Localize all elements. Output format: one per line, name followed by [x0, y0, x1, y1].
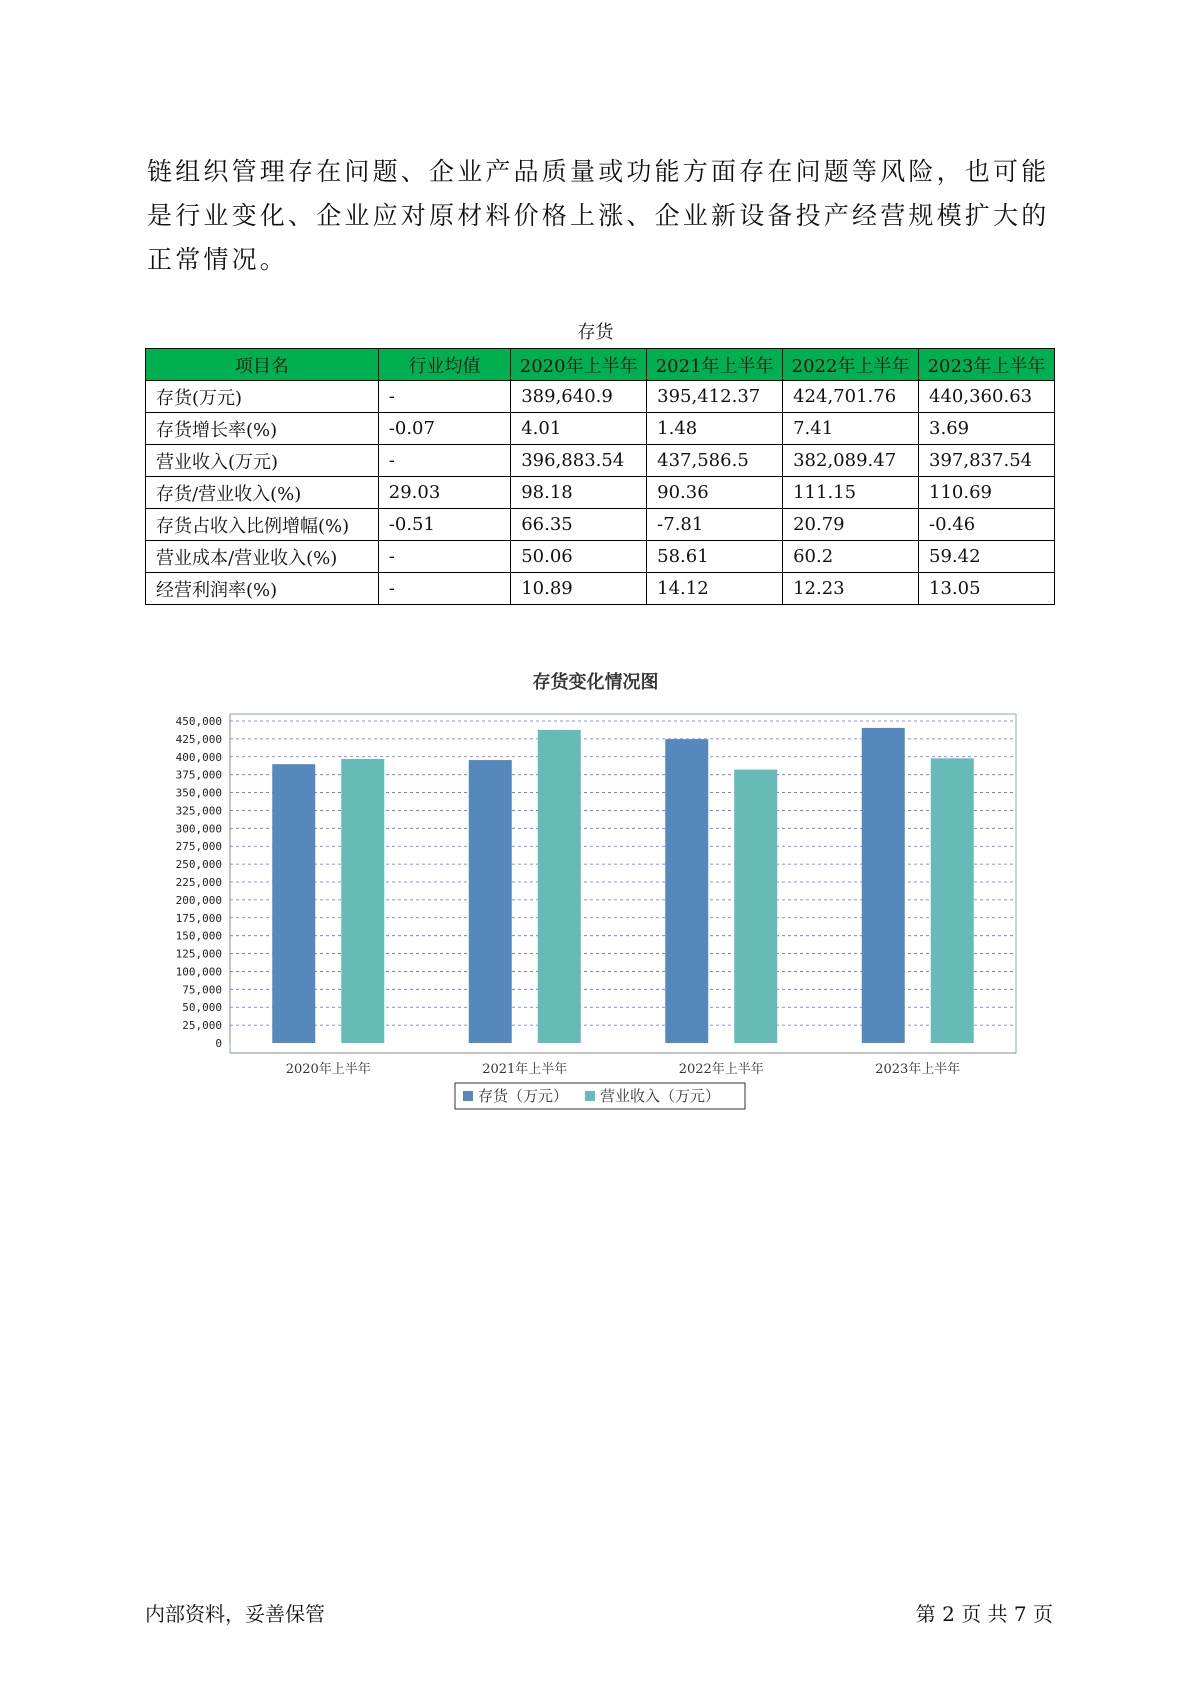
table-cell: 110.69	[919, 477, 1055, 509]
table-cell: -	[378, 445, 510, 477]
table-cell: 437,586.5	[647, 445, 783, 477]
table-cell: 1.48	[647, 413, 783, 445]
bar-revenue	[931, 758, 974, 1043]
x-tick-label: 2020年上半年	[285, 1062, 371, 1077]
paragraph-line: 是行业变化、企业应对原材料价格上涨、企业新设备投产经营规模扩大的	[147, 201, 1050, 230]
table-cell: 66.35	[511, 509, 647, 541]
table-cell: -0.46	[919, 509, 1055, 541]
header-cell: 2022年上半年	[783, 349, 919, 381]
header-cell: 2021年上半年	[647, 349, 783, 381]
y-tick-label: 325,000	[175, 804, 222, 818]
bar-inventory	[469, 760, 512, 1043]
table-cell: 存货/营业收入(%)	[146, 477, 379, 509]
table-cell: -7.81	[647, 509, 783, 541]
bar-inventory	[272, 764, 315, 1043]
y-tick-label: 375,000	[175, 768, 222, 782]
header-cell: 行业均值	[378, 349, 510, 381]
table-cell: 98.18	[511, 477, 647, 509]
table-cell: 14.12	[647, 573, 783, 605]
y-tick-label: 175,000	[175, 911, 222, 925]
bar-revenue	[538, 730, 581, 1043]
bar-inventory	[665, 739, 708, 1043]
y-tick-label: 125,000	[175, 947, 222, 961]
table-cell: 395,412.37	[647, 381, 783, 413]
header-cell: 项目名	[146, 349, 379, 381]
table-cell: 营业成本/营业收入(%)	[146, 541, 379, 573]
y-tick-label: 275,000	[175, 840, 222, 854]
chart-title: 存货变化情况图	[532, 672, 659, 693]
table-cell: 58.61	[647, 541, 783, 573]
table-cell: -	[378, 573, 510, 605]
y-tick-label: 75,000	[182, 983, 222, 997]
table-cell: 59.42	[919, 541, 1055, 573]
footer-note: 内部资料，妥善保管	[145, 1602, 325, 1626]
table-title: 存货	[577, 322, 614, 343]
table-cell: 397,837.54	[919, 445, 1055, 477]
table-cell: 382,089.47	[783, 445, 919, 477]
legend-swatch	[463, 1091, 473, 1101]
table-cell: 111.15	[783, 477, 919, 509]
table-cell: 50.06	[511, 541, 647, 573]
page-number: 第 2 页 共 7 页	[915, 1602, 1053, 1626]
x-tick-label: 2021年上半年	[482, 1062, 568, 1077]
table-cell: 10.89	[511, 573, 647, 605]
header-cell: 2023年上半年	[919, 349, 1055, 381]
table-cell: 424,701.76	[783, 381, 919, 413]
paragraph-line: 链组织管理存在问题、企业产品质量或功能方面存在问题等风险，也可能	[147, 157, 1050, 186]
table-cell: 440,360.63	[919, 381, 1055, 413]
y-tick-label: 250,000	[175, 858, 222, 872]
table-cell: 20.79	[783, 509, 919, 541]
table-cell: 396,883.54	[511, 445, 647, 477]
legend-label: 存货（万元）	[478, 1087, 569, 1105]
table-cell: 13.05	[919, 573, 1055, 605]
table-cell: 存货增长率(%)	[146, 413, 379, 445]
header-cell: 2020年上半年	[511, 349, 647, 381]
y-tick-label: 450,000	[175, 715, 222, 728]
bar-revenue	[341, 759, 384, 1043]
y-tick-label: 200,000	[175, 893, 222, 907]
table-cell: 12.23	[783, 573, 919, 605]
y-tick-label: 25,000	[182, 1019, 222, 1033]
paragraph-line: 正常情况。	[147, 245, 289, 274]
y-tick-label: 225,000	[175, 876, 222, 889]
table-cell: -	[378, 541, 510, 573]
legend-label: 营业收入（万元）	[600, 1087, 721, 1105]
y-tick-label: 50,000	[182, 1001, 222, 1015]
x-tick-label: 2022年上半年	[678, 1062, 764, 1077]
bar-revenue	[734, 770, 777, 1043]
y-tick-label: 300,000	[175, 822, 222, 836]
y-tick-label: 350,000	[175, 786, 222, 800]
table-cell: -0.51	[378, 509, 510, 541]
y-tick-label: 400,000	[175, 750, 222, 764]
x-tick-label: 2023年上半年	[875, 1062, 961, 1077]
table-cell: 存货(万元)	[146, 381, 379, 413]
y-tick-label: 0	[215, 1037, 222, 1050]
y-tick-label: 100,000	[175, 965, 222, 979]
legend-swatch	[585, 1091, 595, 1101]
table-cell: 389,640.9	[511, 381, 647, 413]
table-cell: 90.36	[647, 477, 783, 509]
table-cell: 4.01	[511, 413, 647, 445]
y-tick-label: 425,000	[175, 732, 222, 746]
table-cell: 经营利润率(%)	[146, 573, 379, 605]
table-cell: 7.41	[783, 413, 919, 445]
table-cell: 3.69	[919, 413, 1055, 445]
bar-inventory	[862, 728, 905, 1043]
table-cell: 营业收入(万元)	[146, 445, 379, 477]
table-cell: -0.07	[378, 413, 510, 445]
table-cell: 存货占收入比例增幅(%)	[146, 509, 379, 541]
table-cell: 29.03	[378, 477, 510, 509]
table-cell: -	[378, 381, 510, 413]
table-cell: 60.2	[783, 541, 919, 573]
y-tick-label: 150,000	[175, 929, 222, 943]
